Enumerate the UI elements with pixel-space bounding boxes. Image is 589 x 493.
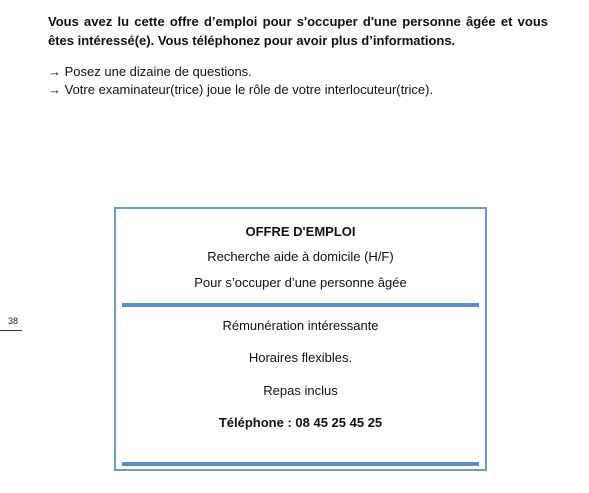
- job-offer-meals: Repas inclus: [263, 383, 338, 398]
- instruction-text: Vous avez lu cette offre d’emploi pour s'occuper d'une personne âgée et vous êtes intéressé(e). Vous téléphonez pour avoir plus d’informations.: [48, 14, 548, 48]
- divider-top: [122, 303, 479, 307]
- divider-bottom: [122, 462, 479, 466]
- instruction-bullets: [48, 63, 433, 99]
- bullet-item: → Posez une dizaine de questions.: [48, 64, 252, 79]
- bullet-item: → Votre examinateur(trice) joue le rôle de votre interlocuteur(trice).: [48, 82, 434, 97]
- job-offer-title: OFFRE D'EMPLOI: [245, 224, 356, 239]
- job-offer-subtitle: Recherche aide à domicile (H/F): [207, 249, 394, 264]
- job-offer-purpose: Pour s’occuper d’une personne âgée: [194, 275, 407, 290]
- job-offer-pay: Rémunération intéressante: [222, 318, 379, 333]
- job-offer-hours: Horaires flexibles.: [248, 350, 353, 365]
- job-offer-box: [114, 207, 487, 471]
- page-number-rule: [0, 330, 22, 331]
- job-offer-phone: Téléphone : 08 45 25 45 25: [218, 415, 383, 430]
- page-number: 38: [8, 316, 19, 326]
